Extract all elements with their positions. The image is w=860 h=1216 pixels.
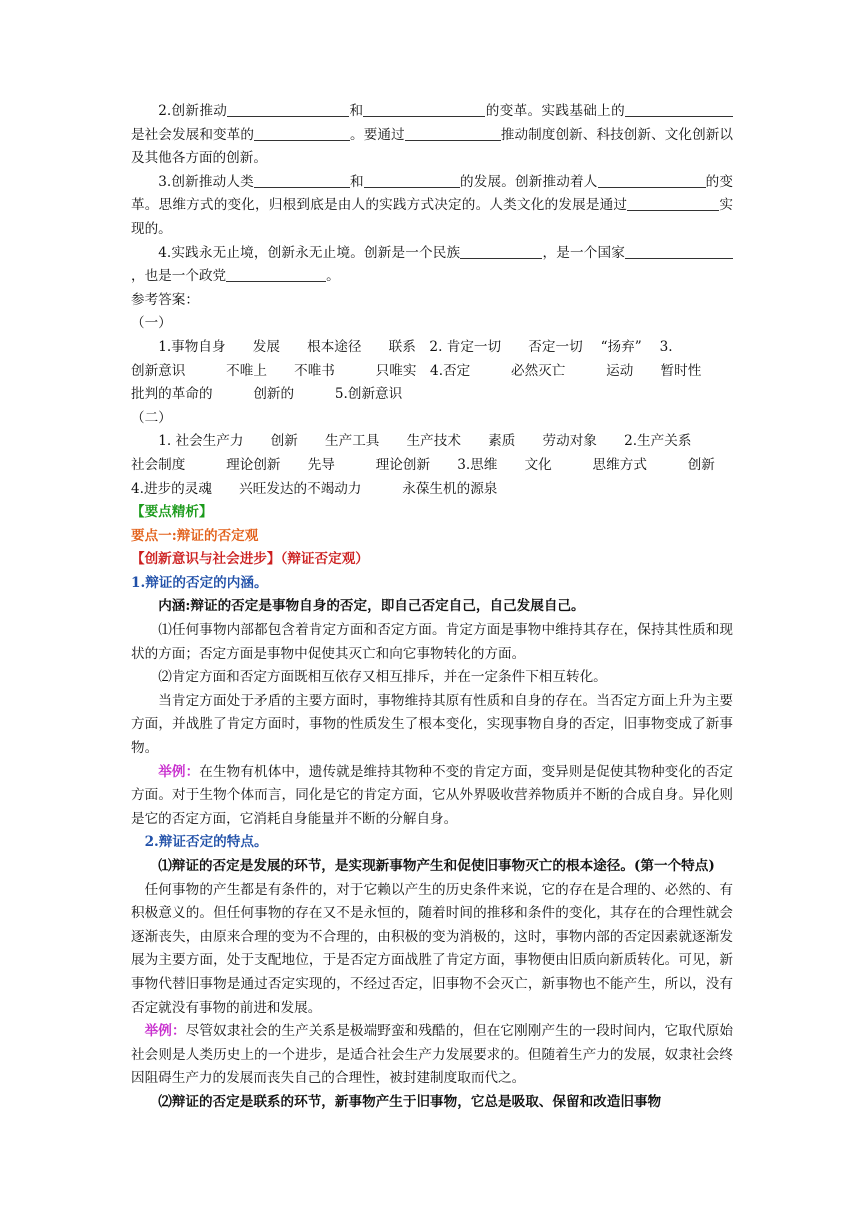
paragraph: ⑴任何事物内部都包含着肯定方面和否定方面。肯定方面是事物中维持其存在，保持其性质和现状的方面；否定方面是事物中促使其灭亡和向它事物转化的方面。: [131, 622, 733, 662]
q2-text: 2.创新推动: [158, 103, 228, 119]
point-title: 要点一:辩证的否定观: [131, 527, 259, 544]
example-paragraph: [131, 1020, 733, 1091]
definition: [131, 595, 733, 619]
feature-2: ⑵辩证的否定是联系的环节，新事物产生于旧事物，它总是吸取、保留和改造旧事物: [158, 1093, 662, 1110]
q4-text: 4.实践永无止境，创新永无止境。创新是一个民族: [158, 244, 461, 261]
definition-text: 辩证的否定是事物自身的否定，即自己否定自己，自己发展自己。: [190, 598, 585, 615]
answer-blank[interactable]: [625, 102, 733, 117]
q2-text: 是社会发展和变革的: [131, 126, 254, 143]
q3-text: 和: [349, 173, 364, 190]
q4-text: ，是一个国家: [542, 244, 626, 261]
q2-text: 和: [349, 103, 364, 119]
paragraph: 当肯定方面处于矛盾的主要方面时，事物维持其原有性质和自身的存在。当否定方面上升为主要方面，并战胜了肯定方面时，事物的性质发生了根本变化，实现事物自身的否定，旧事物变成了新事物。: [131, 692, 733, 757]
answers-title: 参考答案：: [131, 291, 199, 308]
answer-blank[interactable]: [227, 102, 349, 117]
answer-blank[interactable]: [364, 173, 460, 188]
fill-question-2: [131, 100, 733, 171]
q3-text: 实现的。: [131, 197, 734, 237]
answer-blank[interactable]: [460, 244, 542, 259]
answer-blank[interactable]: [405, 126, 501, 141]
answers-part2-line: 社会制度 理论创新 先导 理论创新 3.思维 文化 思维方式 创新: [131, 456, 715, 473]
answers-part1-line: 创新意识 不唯上 不唯书 只唯实 4.否定 必然灭亡 运动 暂时性: [131, 362, 702, 379]
example-label: 举例：: [158, 763, 200, 780]
answers-part1-line: 1.事物自身 发展 根本途径 联系 2. 肯定一切 否定一切 “扬弃” 3.: [158, 338, 673, 355]
fill-question-4: [131, 242, 733, 289]
example-paragraph: [131, 761, 733, 832]
answer-blank[interactable]: [363, 102, 485, 117]
answer-blank[interactable]: [598, 173, 706, 188]
answer-blank[interactable]: [625, 244, 733, 259]
answer-blank[interactable]: [254, 173, 350, 188]
paragraph: ⑵肯定方面和否定方面既相互依存又相互排斥，并在一定条件下相互转化。: [158, 669, 607, 686]
definition-label: 内涵:: [158, 598, 191, 615]
answer-blank[interactable]: [226, 267, 326, 282]
answers-part1-line: 批判的革命的 创新的 5.创新意识: [131, 386, 403, 403]
paragraph: 任何事物的产生都是有条件的，对于它赖以产生的历史条件来说，它的存在是合理的、必然的、有积极意义的。但任何事物的存在又不是永恒的，随着时间的推移和条件的变化，其存在的合理性就会逐渐丧失，由原来合理的变为不合理的，由积极的变为消极的，这时，事物内部的否定因素就逐渐发展为主要方面，处于支配地位，于是否定方面战胜了肯定方面，事物便由旧质向新质转化。可见，新事物代替旧事物是通过否定实现的，不经过否定，旧事物不会灭亡，新事物也不能产生，所以，没有否定就没有事物的前进和发展。: [131, 881, 733, 1016]
q3-text: 3.创新推动人类: [158, 173, 254, 190]
q2-text: 推动制度创新、科技创新、文化创新以及其他各方面的创新。: [131, 126, 734, 167]
example-label: 举例：: [144, 1023, 186, 1040]
heading-connotation: 1.辩证的否定的内涵。: [131, 574, 268, 591]
answer-blank[interactable]: [254, 126, 350, 141]
document-page: [131, 100, 733, 1115]
feature-1: ⑴辩证的否定是发展的环节，是实现新事物产生和促使旧事物灭亡的根本途径。(第一个特点): [158, 858, 715, 874]
q3-text: 的发展。创新推动着人: [459, 173, 598, 190]
q2-text: 。要通过: [349, 126, 405, 143]
answer-blank[interactable]: [627, 196, 719, 211]
answers-part2-line: 1. 社会生产力 创新 生产工具 生产技术 素质 劳动对象 2.生产关系: [158, 433, 692, 450]
section-title: 【要点精析】: [131, 504, 213, 521]
example-text: 在生物有机体中，遗传就是维持其物种不变的肯定方面，变异则是促使其物种变化的否定方面。对于生物个体而言，同化是它的肯定方面，它从外界吸收营养物质并不断的合成自身。异化则是它的否定方面，它消耗自身能量并不断的分解自身。: [131, 763, 734, 827]
q2-text: 的变革。实践基础上的: [485, 103, 626, 119]
fill-question-3: [131, 171, 733, 242]
q3-text: 的变革。思维方式的变化，归根到底是由人的实践方式决定的。人类文化的发展是通过: [131, 173, 734, 214]
answers-part2-label: （二）: [131, 409, 172, 426]
topic-title: 【创新意识与社会进步】（辩证否定观）: [131, 551, 369, 568]
answers-part2-line: 4.进步的灵魂 兴旺发达的不竭动力 永葆生机的源泉: [131, 480, 498, 497]
heading-features: 2.辩证否定的特点。: [144, 834, 268, 851]
q4-text: ，也是一个政党: [131, 268, 227, 285]
q4-text: 。: [326, 268, 340, 285]
answers-part1-label: （一）: [131, 315, 172, 332]
example-text: 尽管奴隶社会的生产关系是极端野蛮和残酷的，但在它刚刚产生的一段时间内，它取代原始社会则是人类历史上的一个进步，是适合社会生产力发展要求的。但随着生产力的发展，奴隶社会终因阻碍生产力的发展而丧失自己的合理性，被封建制度取而代之。: [131, 1023, 734, 1087]
